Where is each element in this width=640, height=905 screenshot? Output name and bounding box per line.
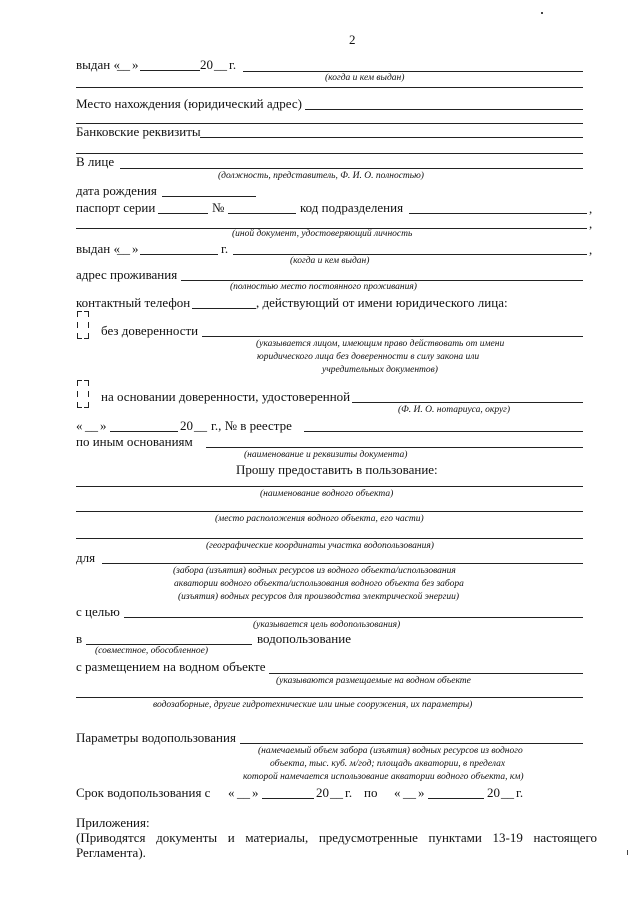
issued2-g: г. — [221, 241, 229, 256]
placement-line-2[interactable] — [76, 697, 583, 698]
params-label: Параметры водопользования — [76, 730, 236, 745]
issued-line-2[interactable] — [76, 87, 583, 88]
passport-label: паспорт серии — [76, 200, 156, 215]
term-label: Срок водопользования с — [76, 785, 211, 800]
phone-label: контактный телефон — [76, 295, 191, 310]
proxy-checkbox[interactable] — [77, 380, 89, 408]
bank-label: Банковские реквизиты — [76, 124, 201, 139]
no-proxy-field[interactable] — [202, 336, 583, 337]
other-doc-comma: , — [589, 216, 593, 231]
placement-label: с размещением на водном объекте — [76, 659, 266, 674]
term-from-month-field[interactable] — [262, 798, 314, 799]
address-field[interactable] — [181, 280, 583, 281]
issued2-by-field[interactable] — [233, 254, 587, 255]
proxy-label: на основании доверенности, удостоверенной — [101, 389, 351, 404]
passport-code-field[interactable] — [409, 213, 587, 214]
object-location-hint: (место расположения водного объекта, его части) — [215, 514, 424, 524]
params-hint2: объекта, тыс. куб. м/год; площадь акватории, в пределах — [270, 759, 506, 769]
location-label: Место нахождения (юридический адрес) — [76, 96, 302, 111]
registry-yr-blank: __ — [194, 418, 207, 433]
issued2-day: __ — [117, 241, 130, 256]
for-hint2: акватории водного объекта/использования водного объекта без забора — [174, 579, 464, 589]
purpose-hint: (указывается цель водопользования) — [253, 620, 401, 630]
issued2-vydan: выдан « — [76, 241, 120, 256]
coords-field[interactable] — [76, 538, 583, 539]
request-title: Прошу предоставить в пользование: — [236, 462, 438, 477]
water-object-hint: (наименование водного объекта) — [260, 489, 394, 499]
term-y2: 20 — [487, 785, 500, 800]
registry-close: » — [100, 418, 107, 433]
params-hint3: которой намечается использование акватории водного объекта, км) — [243, 772, 524, 782]
for-hint1: (забора (изъятия) водных ресурсов из водного объекта/использования — [173, 566, 456, 576]
location-field[interactable] — [305, 109, 583, 110]
address-label: адрес проживания — [76, 267, 178, 282]
params-field[interactable] — [240, 743, 583, 744]
purpose-label: с целью — [76, 604, 120, 619]
bank-line-2[interactable] — [76, 153, 583, 154]
other-grounds-hint: (наименование и реквизиты документа) — [244, 450, 408, 460]
issued2-comma: , — [589, 242, 593, 257]
v-label: в — [76, 631, 83, 646]
passport-code: код подразделения — [300, 200, 404, 215]
person-field[interactable] — [120, 168, 583, 169]
other-grounds-label: по иным основаниям — [76, 434, 193, 449]
for-hint3: (изъятия) водных ресурсов для производства электрической энергии) — [178, 592, 460, 602]
no-proxy-label: без доверенности — [101, 323, 199, 338]
term-y1: 20 — [316, 785, 329, 800]
issued-close: » — [132, 57, 139, 72]
term-yb1: __ — [330, 785, 343, 800]
registry-day: __ — [85, 418, 98, 433]
speck — [627, 850, 628, 855]
issued-year-blank[interactable] — [140, 70, 200, 71]
water-object-field[interactable] — [76, 486, 583, 487]
other-grounds-field[interactable] — [206, 447, 583, 448]
purpose-field[interactable] — [124, 617, 583, 618]
no-proxy-hint3: учредительных документов) — [322, 365, 438, 375]
issued-by-field[interactable] — [243, 71, 583, 72]
issued2-close: » — [132, 241, 139, 256]
no-proxy-hint1: (указывается лицом, имеющим право действовать от имени — [256, 339, 505, 349]
issued-yr: 20 — [200, 57, 213, 72]
passport-series-field[interactable] — [158, 213, 208, 214]
registry-number-field[interactable] — [304, 431, 583, 432]
address-hint: (полностью место постоянного проживания) — [230, 282, 417, 292]
person-label: В лице — [76, 154, 115, 169]
proxy-hint: (Ф. И. О. нотариуса, округ) — [398, 405, 511, 415]
term-q1: « — [228, 785, 235, 800]
term-to-month-field[interactable] — [428, 798, 484, 799]
term-g1: г. — [345, 785, 353, 800]
passport-comma: , — [589, 201, 593, 216]
speck — [541, 12, 543, 14]
term-d2: __ — [403, 785, 416, 800]
proxy-notary-field[interactable] — [352, 402, 583, 403]
birth-field[interactable] — [162, 196, 256, 197]
coords-hint: (географические координаты участка водопользования) — [206, 541, 434, 551]
registry-open: « — [76, 418, 83, 433]
issued2-date-field[interactable] — [140, 254, 218, 255]
attachments-text: (Приводятся документы и материалы, предусмотренные пунктами 13-19 настоящего — [76, 830, 597, 845]
v-hint: (совместное, обособленное) — [95, 646, 209, 656]
issued-vydan: выдан « — [76, 57, 120, 72]
registry-yr: 20 — [180, 418, 193, 433]
term-d1: __ — [237, 785, 250, 800]
birth-label: дата рождения — [76, 183, 157, 198]
passport-num: № — [212, 200, 225, 215]
term-c2: » — [418, 785, 425, 800]
placement-field[interactable] — [269, 673, 583, 674]
attachments-label: Приложения: — [76, 815, 150, 830]
term-q2: « — [394, 785, 401, 800]
issued-hint: (когда и кем выдан) — [325, 73, 405, 83]
registry-g: г., № в реестре — [211, 418, 292, 433]
no-proxy-checkbox[interactable] — [77, 311, 89, 339]
params-hint1: (намечаемый объем забора (изъятия) водных ресурсов из водного — [258, 746, 523, 756]
other-doc-hint: (иной документ, удостоверяющий личность — [232, 229, 413, 239]
passport-number-field[interactable] — [228, 213, 296, 214]
for-label: для — [76, 550, 96, 565]
issued-day: __ — [117, 57, 130, 72]
placement-hint1: (указываются размещаемые на водном объекте — [276, 676, 471, 686]
for-field[interactable] — [102, 563, 583, 564]
issued-g: г. — [229, 57, 237, 72]
attachments-text2: Регламента). — [76, 845, 146, 860]
bank-line-1[interactable] — [200, 137, 583, 138]
person-hint: (должность, представитель, Ф. И. О. полностью) — [218, 171, 424, 181]
page-number: 2 — [349, 32, 356, 47]
term-po: по — [364, 785, 378, 800]
registry-month-field[interactable] — [110, 431, 178, 432]
phone-rest: , действующий от имени юридического лица: — [256, 295, 508, 310]
object-location-field[interactable] — [76, 511, 583, 512]
v-field[interactable] — [86, 644, 252, 645]
no-proxy-hint2: юридического лица без доверенности в силу закона или — [257, 352, 480, 362]
v-after: водопользование — [257, 631, 351, 646]
issued2-hint: (когда и кем выдан) — [290, 256, 370, 266]
phone-field[interactable] — [192, 308, 256, 309]
term-yb2: __ — [501, 785, 514, 800]
placement-hint2: водозаборные, другие гидротехнические или иные сооружения, их параметры) — [153, 700, 473, 710]
term-c1: » — [252, 785, 259, 800]
term-g2: г. — [516, 785, 524, 800]
issued-yr-blank: __ — [214, 57, 227, 72]
